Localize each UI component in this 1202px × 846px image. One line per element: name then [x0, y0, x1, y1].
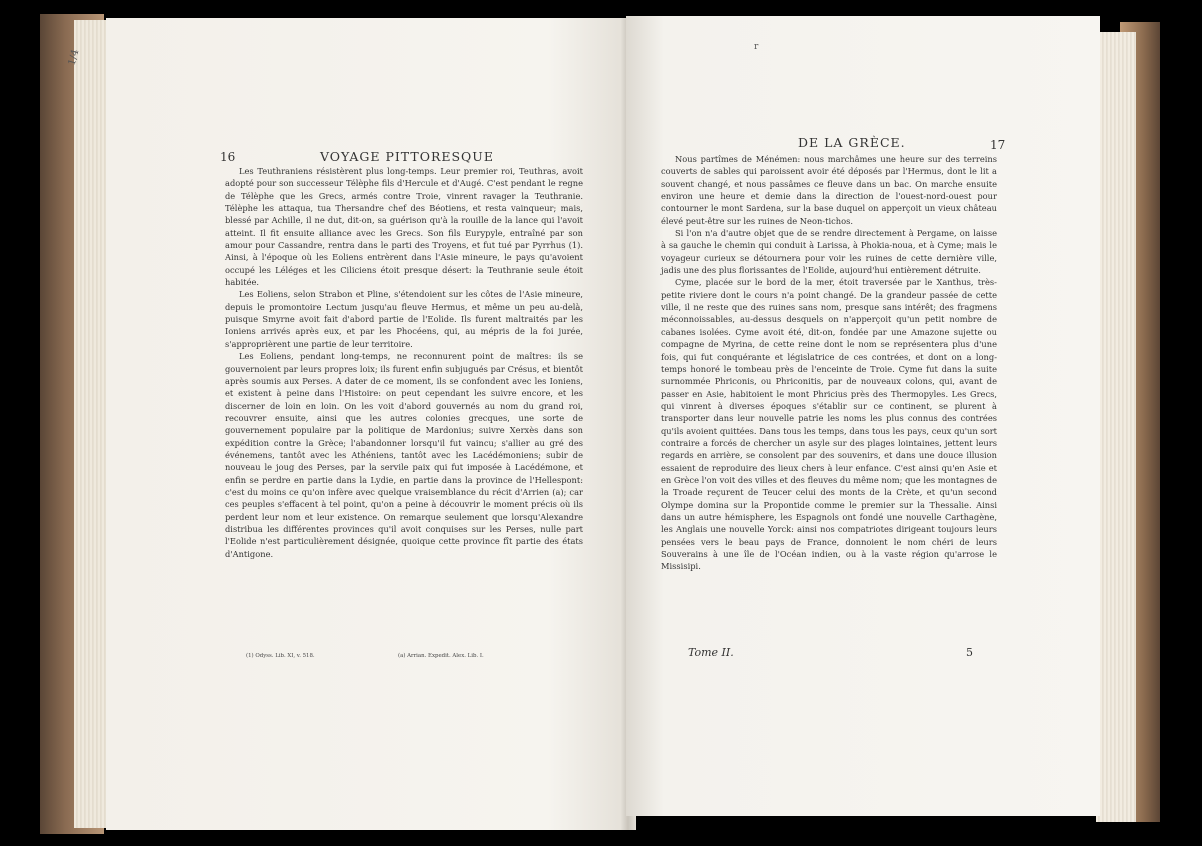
running-head-left: VOYAGE PITTORESQUE	[320, 149, 494, 164]
margin-annotation: 1/4	[66, 48, 82, 67]
paragraph: Les Teuthraniens résistèrent plus long-temps. Leur premier roi, Teuthras, avoit adopté pour son successeur Télèphe fils d'Hercule et d'Augé. C'est pendant le regne de Télèphe que les Grecs, armés contre Troie, vinrent ravager la Teuthranie. Télèphe les attaqua, tua Thersandre chef des Béotiens, et resta vainqueur; mais, blessé par Achille, il ne dut, dit-on, sa guérison qu'à la rouille de la lance qui l'avoit atteint. Il fit ensuite alliance avec les Grecs. Son fils Eurypyle, entraîné par son amour pour Cassandre, rentra dans le parti des Troyens, et fut tué par Pyrrhus (1). Ainsi, à l'époque où les Eoliens entrèrent dans l'Asie mineure, le pays qu'avoient occupé les Léléges et les Ciliciens étoit presque désert: la Teuthranie seule étoit habitée.	[225, 166, 583, 288]
left-page	[66, 18, 626, 830]
volume-label: Tome II.	[688, 646, 734, 659]
footnote: (1) Odyss. Lib. XI, v. 518.	[246, 653, 315, 659]
right-page-body	[661, 153, 997, 573]
running-head-right: DE LA GRÈCE.	[798, 135, 906, 150]
page-number-left: 16	[220, 150, 236, 164]
left-page-body	[225, 165, 583, 560]
signature-mark: 5	[966, 646, 973, 659]
paragraph: Les Eoliens, selon Strabon et Pline, s'étendoient sur les côtes de l'Asie mineure, depuis le promontoire Lectum jusqu'au fleuve Hermus, et même un peu au-delà, puisque Smyrne avoit fait d'abord partie de l'Eolide. Ils furent maltraités par les Ioniens arrivés après eux, et par les Phocéens, qui, au mépris de la foi jurée, s'approprièrent une partie de leur territoire.	[225, 289, 583, 349]
right-page	[626, 16, 1100, 816]
footnote: (a) Arrian. Expedit. Alex. Lib. I.	[398, 653, 484, 659]
paragraph: Si l'on n'a d'autre objet que de se rendre directement à Pergame, on laisse à sa gauche le chemin qui conduit à Larissa, à Phokia-noua, et à Cyme; mais le voyageur curieux se détournera pour voir les ruines de cette dernière ville, jadis une des plus florissantes de l'Eolide, aujourd'hui entièrement détruite.	[661, 228, 997, 276]
page-number-right: 17	[990, 138, 1006, 152]
paragraph: Nous partîmes de Ménémen: nous marchâmes une heure sur des terreins couverts de sables qui paroissent avoir été déposés par l'Hermus, dont le lit a souvent changé, et nous passâmes ce fleuve dans un bac. On marche ensuite environ une heure et demie dans la direction de l'ouest-nord-ouest pour contourner le mont Sardena, sur la base duquel on apperçoit un vieux château élevé peut-être sur les ruines de Neon-tichos.	[661, 154, 997, 226]
open-book	[40, 14, 1160, 834]
page-mark: r	[754, 42, 759, 52]
paragraph: Cyme, placée sur le bord de la mer, étoit traversée par le Xanthus, très-petite riviere dont le cours n'a point changé. De la grandeur passée de cette ville, il ne reste que des ruines sans nom, presque sans intérêt; des fragmens méconnoissables, au-dessus desquels on n'apperçoit qu'un petit nombre de cabanes isolées. Cyme avoit été, dit-on, fondée par une Amazone sujette ou compagne de Myrina, de cette reine dont le nom se représentera plus d'une fois, qui fut conquérante et législatrice de ces contrées, et dont on a long-temps honoré le tombeau près de l'enceinte de Troie. Cyme fut dans la suite surnommée Phriconis, ou Phriconitis, par de nouveaux colons, qui, avant de passer en Asie, habitoient le mont Phricius près des Thermopyles. Les Grecs, qui vinrent à diverses époques s'établir sur ce continent, se plurent à transporter dans leur nouvelle patrie les noms les plus connus des contrées qu'ils avoient quittées. Dans tous les temps, dans tous les pays, ceux qu'un sort contraire a forcés de chercher un asyle sur des plages lointaines, jettent leurs regards en arrière, se consolent par des souvenirs, et dans une douce illusion essaient de reproduire des lieux chers à leur enfance. C'est ainsi qu'en Asie et en Grèce l'on voit des villes et des fleuves du même nom; que les montagnes de la Troade reçurent de Teucer celui des monts de la Crète, et qu'un second Olympe domina sur la Propontide comme le premier sur la Thessalie. Ainsi dans un autre hémisphere, les Espagnols ont fondé une nouvelle Carthagène, les Anglais une nouvelle Yorck: ainsi nos compatriotes dirigeant toujours leurs pensées vers le beau pays de France, donnoient le nom chéri de leurs Souverains à une île de l'Océan indien, ou à la vaste région qu'arrose le Missisipi.	[661, 277, 997, 572]
right-page-edges	[1096, 32, 1136, 822]
paragraph: Les Eoliens, pendant long-temps, ne reconnurent point de maîtres: ils se gouvernoient par leurs propres loix; ils furent enfin subjugués par Crésus, et bientôt après soumis aux Perses. A dater de ce moment, ils se confondent avec les Ioniens, et existent à peine dans l'Histoire: on peut cependant les suivre encore, et les discerner de loin en loin. On les voit d'abord gouvernés au nom du grand roi, recouvrer ensuite, ainsi que les autres colonies grecques, une sorte de gouvernement populaire par la politique de Mardonius; suivre Xerxès dans son expédition contre la Grèce; l'abandonner lorsqu'il fut vaincu; s'allier au gré des événemens, tantôt avec les Athéniens, tantôt avec les Lacédémoniens; subir de nouveau le joug des Perses, par la servile paix qui fut imposée à Lacédémone, et enfin se perdre en partie dans la Lydie, en partie dans la province de l'Hellespont: c'est du moins ce qu'on infère avec quelque vraisemblance du récit d'Arrien (a); car ces peuples s'effacent à tel point, qu'on a peine à découvrir le moment précis où ils perdent leur nom et leur existence. On remarque seulement que lorsqu'Alexandre distribua les différentes provinces qu'il avoit conquises sur les Perses, nulle part l'Eolide n'est particulièrement désignée, quoique cette province fît partie des états d'Antigone.	[225, 351, 583, 559]
